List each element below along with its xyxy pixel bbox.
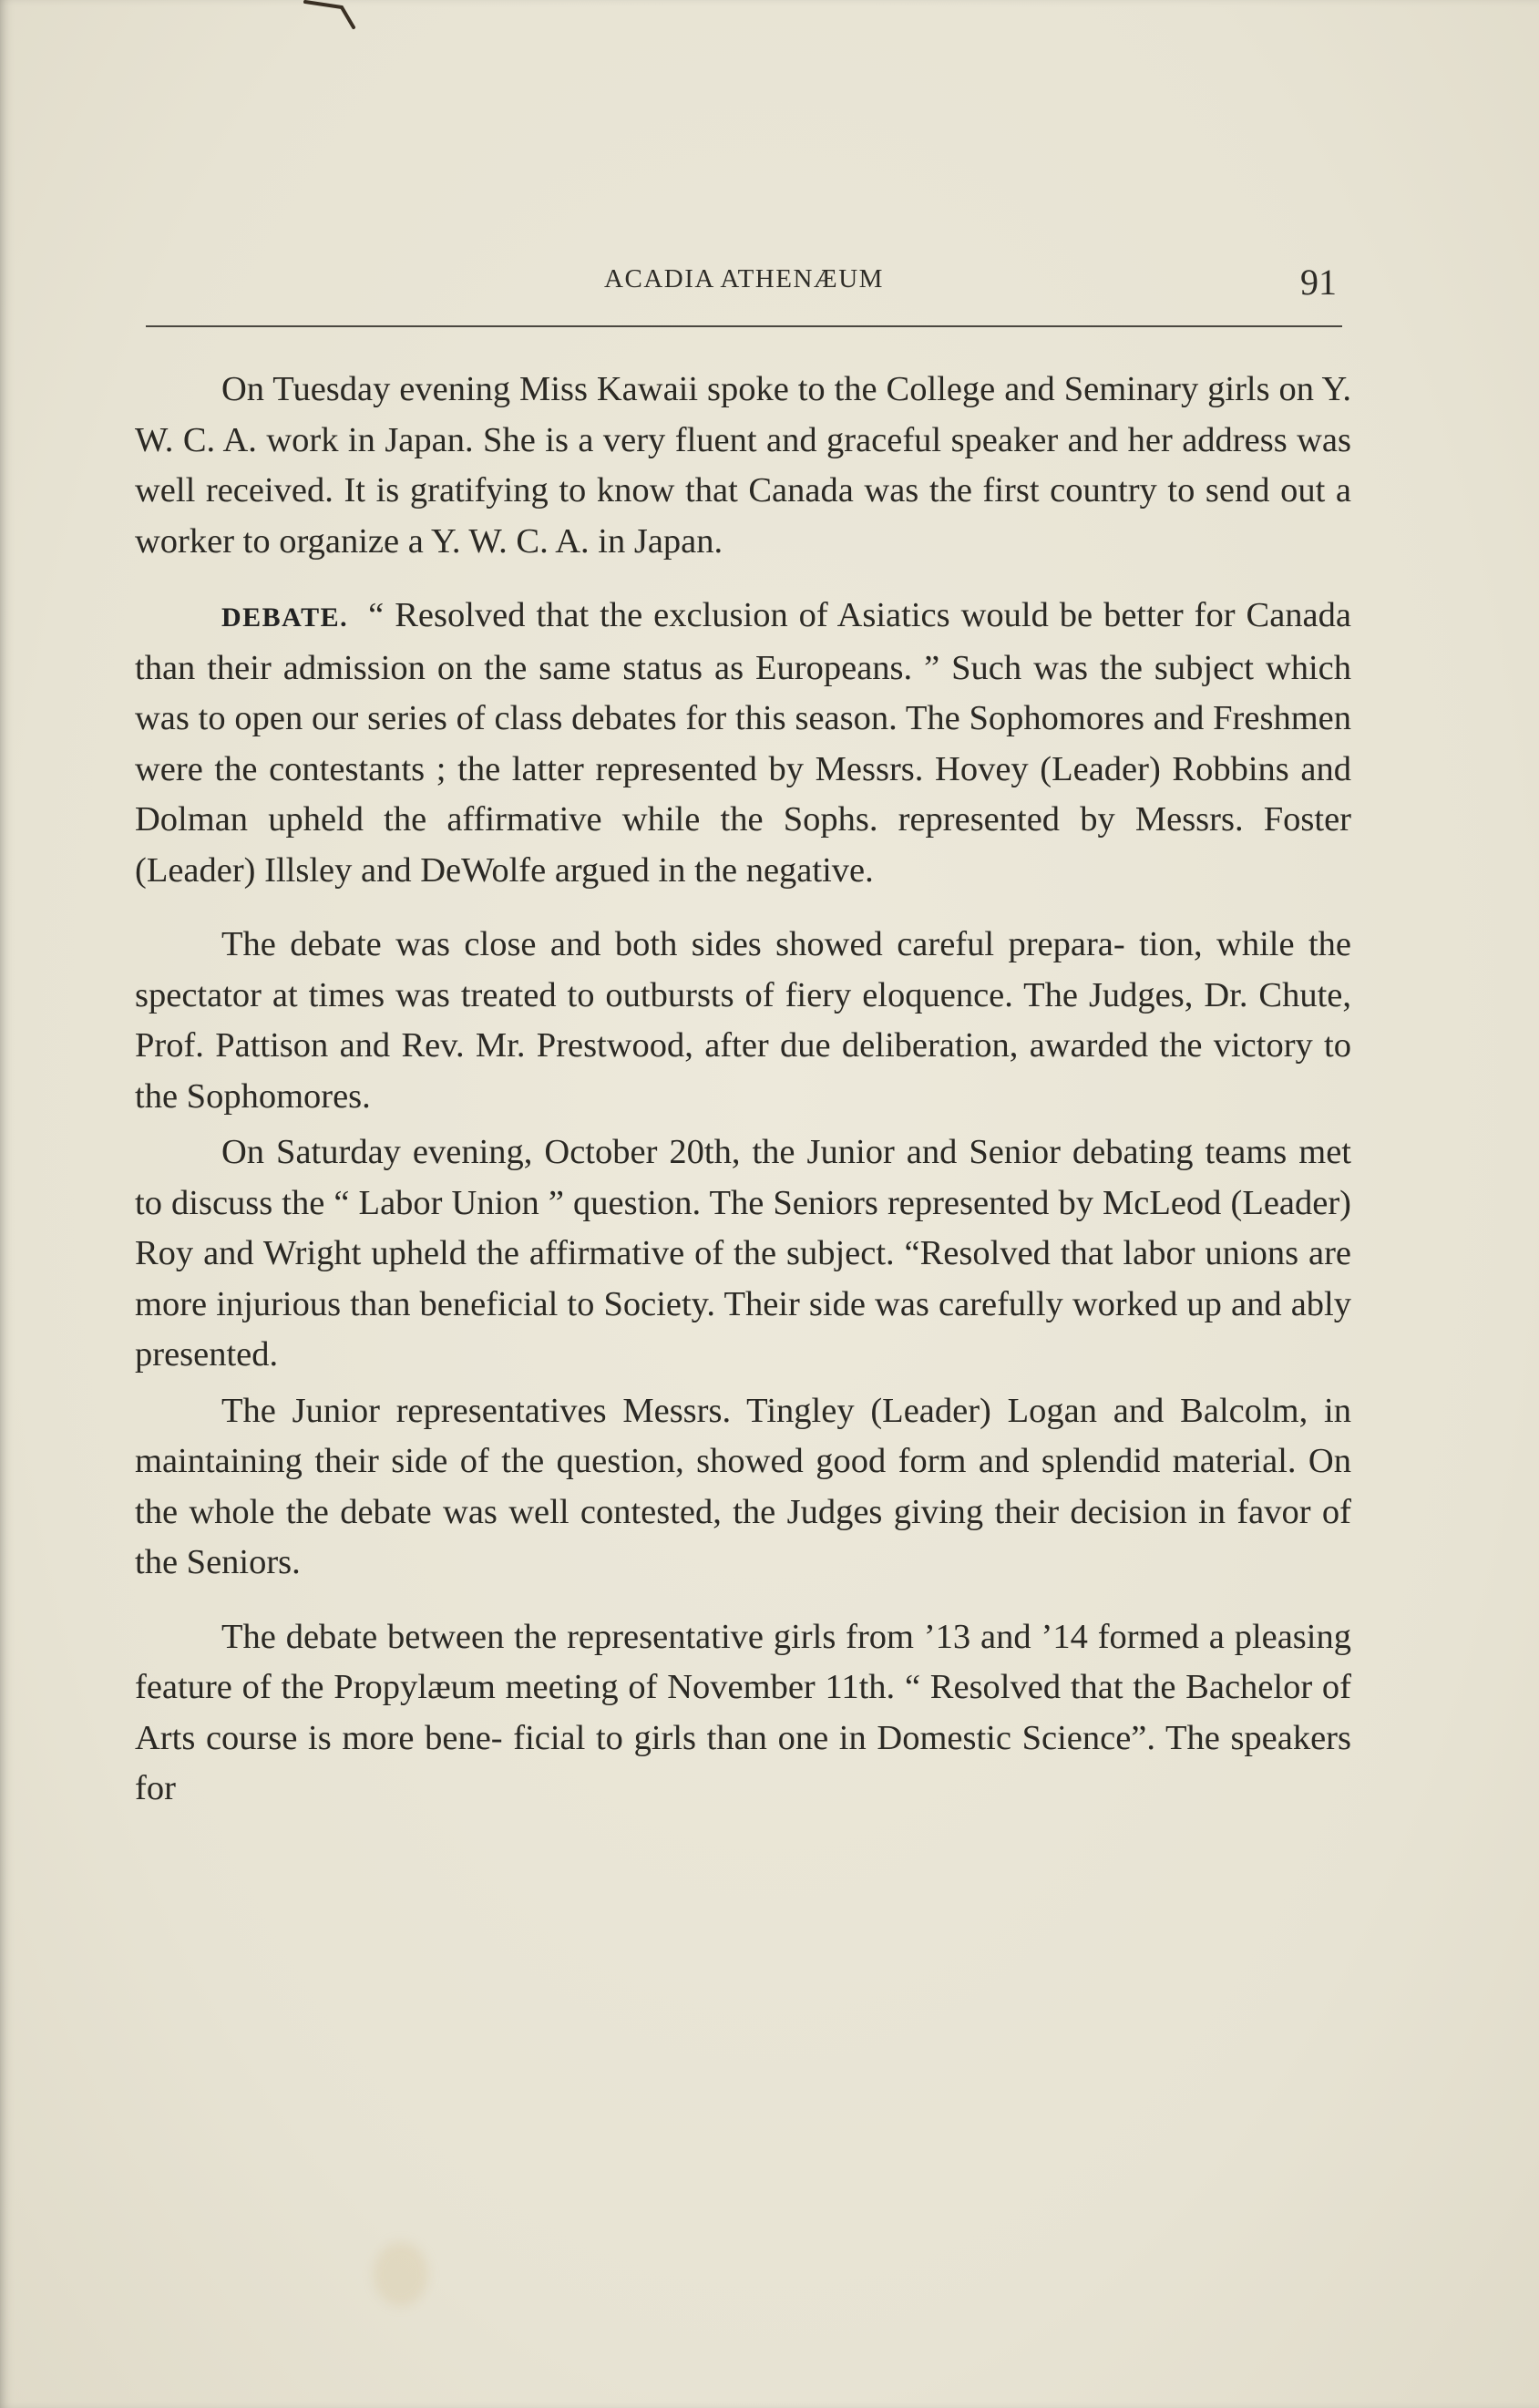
paragraph-text: On Saturday evening, October 20th, the Junior and Senior debating teams met to discuss the “ Labor Union ” question. The Seniors represented by McLeod (Leader) Roy and Wright upheld the affirmative of the subject. “Resolved that labor unions are more injurious than beneficial to Society. Their side was carefully worked up and ably presented. xyxy=(135,1133,1351,1374)
header-rule xyxy=(146,325,1342,327)
paper-stain xyxy=(374,2242,428,2306)
paragraph-text: The Junior representatives Messrs. Tingley (Leader) Logan and Balcolm, in maintaining their side of the question, showed good form and splendid material. On the whole the debate was well contested, the Judges giving their decision in favor of the Seniors. xyxy=(135,1391,1351,1581)
paragraph xyxy=(135,591,1351,896)
body-text xyxy=(135,365,1351,1838)
paragraph-text: The debate was close and both sides showed careful prepara- tion, while the spectator at times was treated to outbursts of fiery eloquence. The Judges, Dr. Chute, Prof. Pattison and Rev. Mr. Prestwood, after due deliberation, awarded the victory to the Sophomores. xyxy=(135,925,1351,1116)
paragraph-text: The debate between the representative girls from ’13 and ’14 formed a pleasing feature of the Propylæum meeting of November 11th. “ Resolved that the Bachelor of Arts course is more bene- ficial to girls than one in Domestic Science”. The speakers for xyxy=(135,1617,1351,1807)
section-heading: DEBATE. xyxy=(221,602,349,633)
ink-mark xyxy=(301,0,374,36)
paragraph xyxy=(135,1386,1351,1589)
paragraph xyxy=(135,920,1351,1122)
paragraph-text: “ Resolved that the exclusion of Asiatics would be better for Canada than their admission on the same status as Europeans. ” Such was the subject which was to open our series of class debates for this season. The Sophomores and Freshmen were the contestants ; the latter represented by Messrs. Hovey (Leader) Robbins and Dolman upheld the affirmative while the Sophs. represented by Messrs. Foster (Leader) Illsley and DeWolfe argued in the negative. xyxy=(135,596,1351,890)
paragraph xyxy=(135,365,1351,567)
page-number: 91 xyxy=(1300,262,1337,303)
running-title: ACADIA ATHENÆUM xyxy=(604,264,884,293)
page-header xyxy=(146,261,1342,306)
paragraph-text: On Tuesday evening Miss Kawaii spoke to the College and Seminary girls on Y. W. C. A. work in Japan. She is a very fluent and graceful speaker and her address was well received. It is gratifying to know that Canada was the first country to send out a worker to organize a Y. W. C. A. in Japan. xyxy=(135,370,1351,561)
paragraph xyxy=(135,1612,1351,1815)
paragraph xyxy=(135,1127,1351,1381)
